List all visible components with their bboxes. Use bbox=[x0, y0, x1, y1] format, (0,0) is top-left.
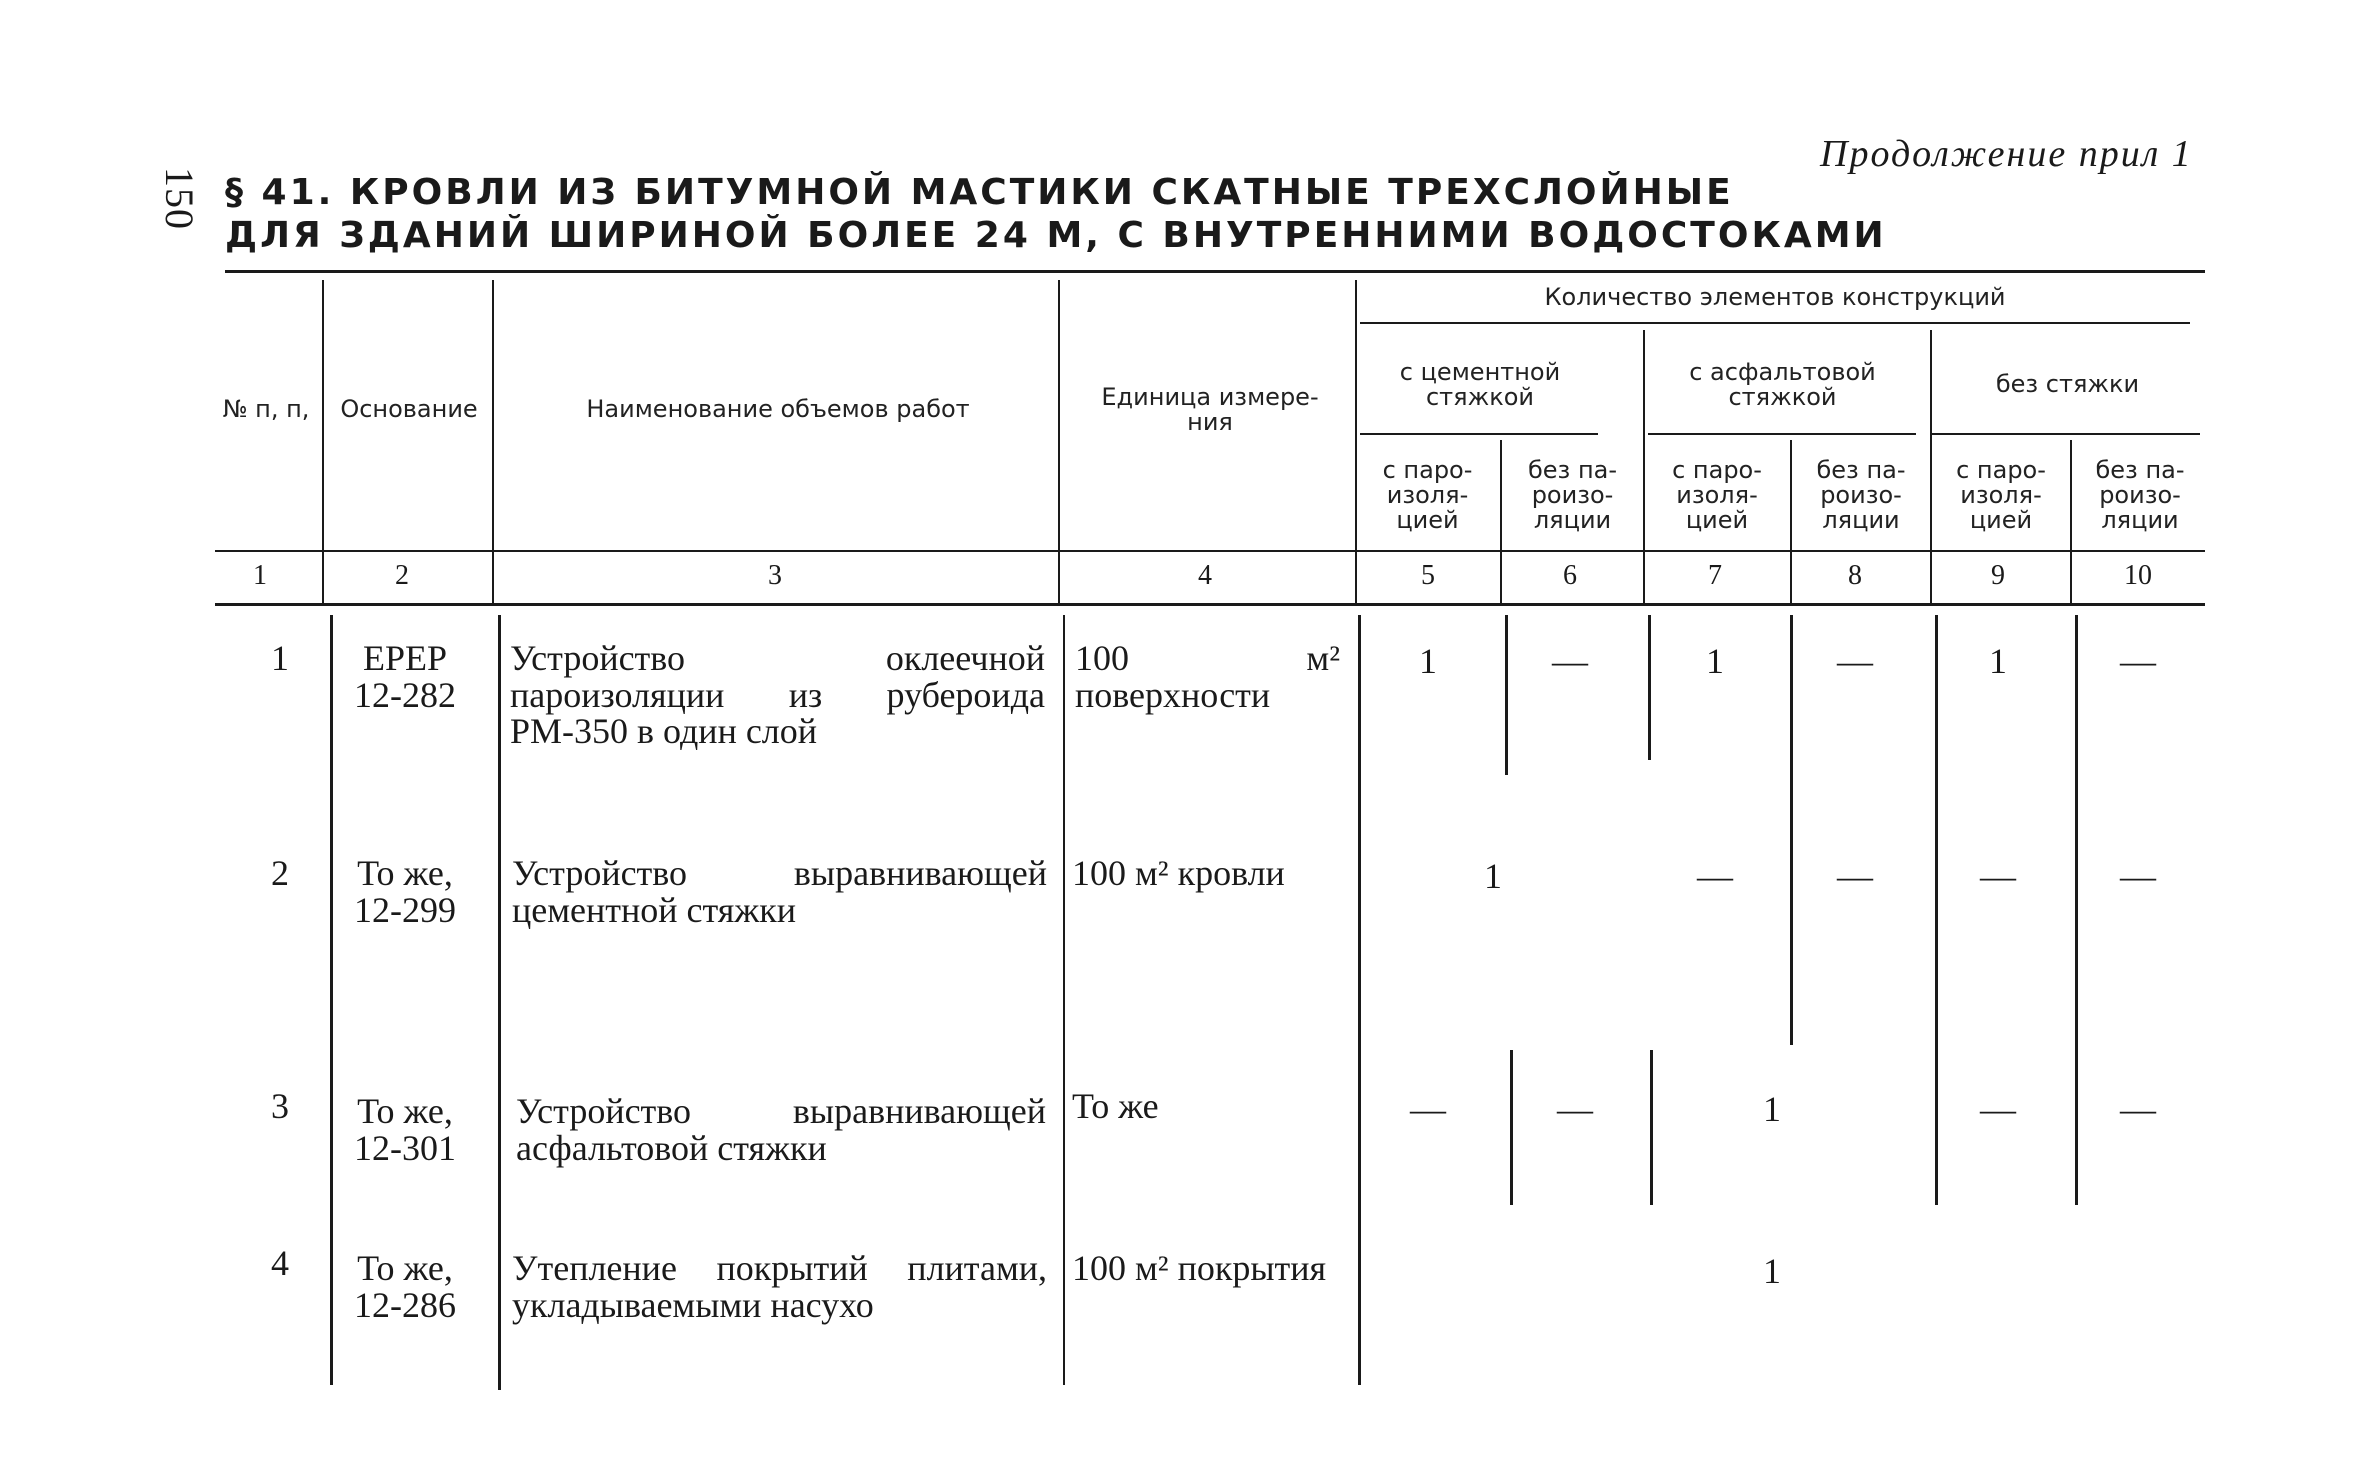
row-number: 1 bbox=[271, 638, 289, 678]
row-basis: ЕРЕР 12-282 bbox=[354, 638, 456, 715]
row-basis: То же, 12-286 bbox=[354, 1248, 456, 1325]
colnum-6: 6 bbox=[1563, 560, 1577, 591]
colnum-1: 1 bbox=[253, 560, 267, 591]
row-value-5: — bbox=[1410, 1089, 1446, 1129]
row-value-7: 1 bbox=[1706, 641, 1724, 681]
row-number: 3 bbox=[271, 1086, 289, 1126]
row-value-7: — bbox=[1697, 856, 1733, 896]
row-basis: То же, 12-301 bbox=[354, 1091, 456, 1168]
header-col-unit: Единица измере-ния bbox=[1101, 382, 1319, 436]
section-title-line2: ДЛЯ ЗДАНИЙ ШИРИНОЙ БОЛЕЕ 24 М, С ВНУТРЕННИМИ ВОДОСТОКАМИ bbox=[225, 215, 1887, 256]
header-col-work: Наименование объемов работ bbox=[586, 395, 970, 424]
row-value-9: 1 bbox=[1989, 641, 2007, 681]
row-value-6: — bbox=[1557, 1089, 1593, 1129]
row-value-merged: 1 bbox=[1763, 1251, 1781, 1291]
continuation-label: Продолжение прил 1 bbox=[1820, 133, 2193, 175]
page-number: 150 bbox=[157, 167, 202, 230]
row-value-10: — bbox=[2120, 1089, 2156, 1129]
row-number: 2 bbox=[271, 853, 289, 893]
colnum-2: 2 bbox=[395, 560, 409, 591]
header-col-no: № п, п, bbox=[222, 395, 310, 424]
header-group-cement: с цементной стяжкой bbox=[1399, 357, 1561, 411]
header-sub-6: без па-роизо-ляции bbox=[1527, 455, 1617, 535]
header-sub-9: с паро-изоля-цией bbox=[1956, 455, 2046, 535]
colnum-4: 4 bbox=[1198, 560, 1212, 591]
header-sub-7: с паро-изоля-цией bbox=[1672, 455, 1762, 535]
row-number: 4 bbox=[271, 1243, 289, 1283]
header-sub-10: без па-роизо-ляции bbox=[2095, 455, 2185, 535]
row-value-merged: 1 bbox=[1484, 856, 1502, 896]
colnum-3: 3 bbox=[768, 560, 782, 591]
row-value-8: — bbox=[1837, 856, 1873, 896]
row-basis: То же, 12-299 bbox=[354, 853, 456, 930]
row-unit: То же bbox=[1072, 1086, 1159, 1126]
colnum-10: 10 bbox=[2124, 560, 2152, 591]
section-title-line1: § 41. КРОВЛИ ИЗ БИТУМНОЙ МАСТИКИ СКАТНЫЕ ТРЕХСЛОЙНЫЕ bbox=[225, 172, 1734, 213]
row-unit: 100 м² кровли bbox=[1072, 853, 1285, 893]
row-work: Устройство выравнивающей цементной стяжки bbox=[512, 853, 1047, 930]
row-value-8: — bbox=[1837, 641, 1873, 681]
row-work: Утепление покрытий плитами, укладываемыми насухо bbox=[512, 1248, 1047, 1325]
row-value-10: — bbox=[2120, 641, 2156, 681]
colnum-9: 9 bbox=[1991, 560, 2005, 591]
row-value-9: — bbox=[1980, 1089, 2016, 1129]
row-work: Устройство оклеечной пароизоляции из рубероида РМ-350 в один слой bbox=[510, 638, 1045, 752]
row-value-merged: 1 bbox=[1763, 1089, 1781, 1129]
row-unit: 100 м² покрытия bbox=[1072, 1248, 1327, 1288]
header-group-none: без стяжки bbox=[1995, 370, 2140, 399]
row-unit: 100 м² поверхности bbox=[1075, 638, 1340, 715]
row-value-6: — bbox=[1552, 641, 1588, 681]
header-group-asphalt: с асфальтовой стяжкой bbox=[1689, 357, 1876, 411]
header-col-basis: Основание bbox=[340, 395, 478, 424]
colnum-5: 5 bbox=[1421, 560, 1435, 591]
row-value-5: 1 bbox=[1419, 641, 1437, 681]
colnum-7: 7 bbox=[1708, 560, 1722, 591]
header-sub-8: без па-роизо-ляции bbox=[1816, 455, 1906, 535]
row-value-9: — bbox=[1980, 856, 2016, 896]
row-work: Устройство выравнивающей асфальтовой стяжки bbox=[516, 1091, 1046, 1168]
row-value-10: — bbox=[2120, 856, 2156, 896]
header-group-main: Количество элементов конструкций bbox=[1544, 283, 2006, 312]
colnum-8: 8 bbox=[1848, 560, 1862, 591]
header-sub-5: с паро-изоля-цией bbox=[1382, 455, 1473, 535]
